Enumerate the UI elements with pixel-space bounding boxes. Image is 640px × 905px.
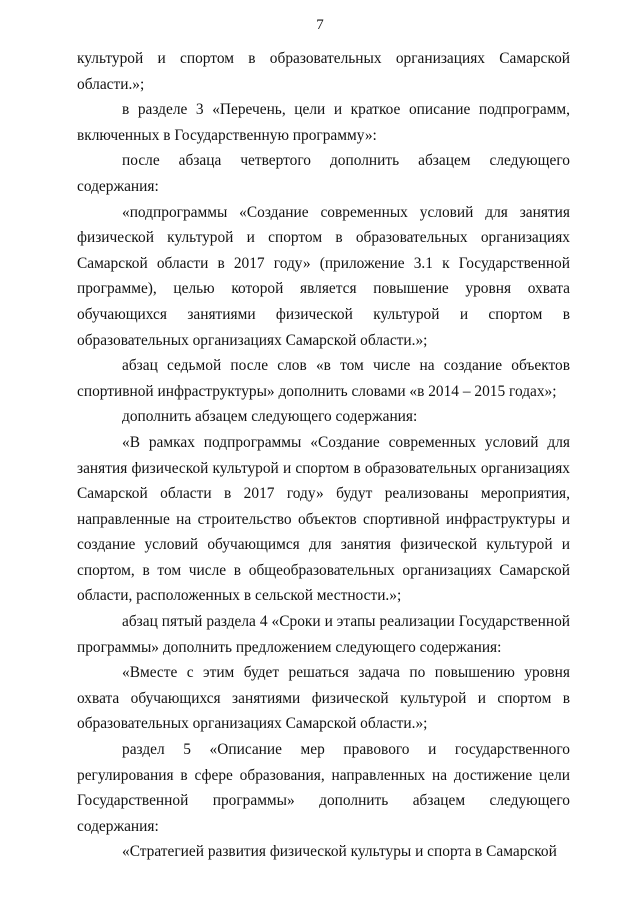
paragraph-strategy: «Стратегией развития физической культуры и спорта в Самарской [122,843,557,861]
paragraph-section-4: абзац пятый раздела 4 «Сроки и этапы реализации Государственной программы» дополнить предложением следующего содержания: [77,613,570,656]
paragraph-seventh-abzac: абзац седьмой после слов «в том числе на создание объектов спортивной инфраструктуры» дополнить словами «в 2014 – 2015 годах»; [77,357,570,400]
paragraph-within-subprogram: «В рамках подпрограммы «Создание современных условий для занятия физической культурой и спортом в образовательных организациях Самарской области в 2017 году» будут реализованы мероприятия, направленные на строительство объектов спортивной инфраструктуры и создание условий обучающимся для занятия физической культурой и спортом, в том числе в общеобразовательных организациях Самарской области, расположенных в сельской местности.»; [77,433,570,605]
document-body [77,46,570,865]
paragraph-add-abzac: дополнить абзацем следующего содержания: [122,408,418,426]
paragraph-after-fourth: после абзаца четвертого дополнить абзацем следующего содержания: [77,152,570,195]
paragraph-section-3: в разделе 3 «Перечень, цели и краткое описание подпрограмм, включенных в Государственную программу»: [77,101,570,144]
page-number: 7 [316,17,324,33]
paragraph-continuation: культурой и спортом в образовательных организациях Самарской области.»; [77,50,570,93]
paragraph-coverage-task: «Вместе с этим будет решаться задача по повышению уровня охвата обучающихся занятиями физической культурой и спортом в образовательных организациях Самарской области.»; [77,664,570,733]
paragraph-subprogram-quote: «подпрограммы «Создание современных условий для занятия физической культурой и спортом в образовательных организациях Самарской области в 2017 году» (приложение 3.1 к Государственной программе), целью которой является повышение уровня охвата обучающихся занятиями физической культурой и спортом в образовательных организациях Самарской области.»; [77,203,570,349]
paragraph-section-5: раздел 5 «Описание мер правового и государственного регулирования в сфере образования, направленных на достижение цели Государственной программы» дополнить абзацем следующего содержания: [77,741,570,835]
